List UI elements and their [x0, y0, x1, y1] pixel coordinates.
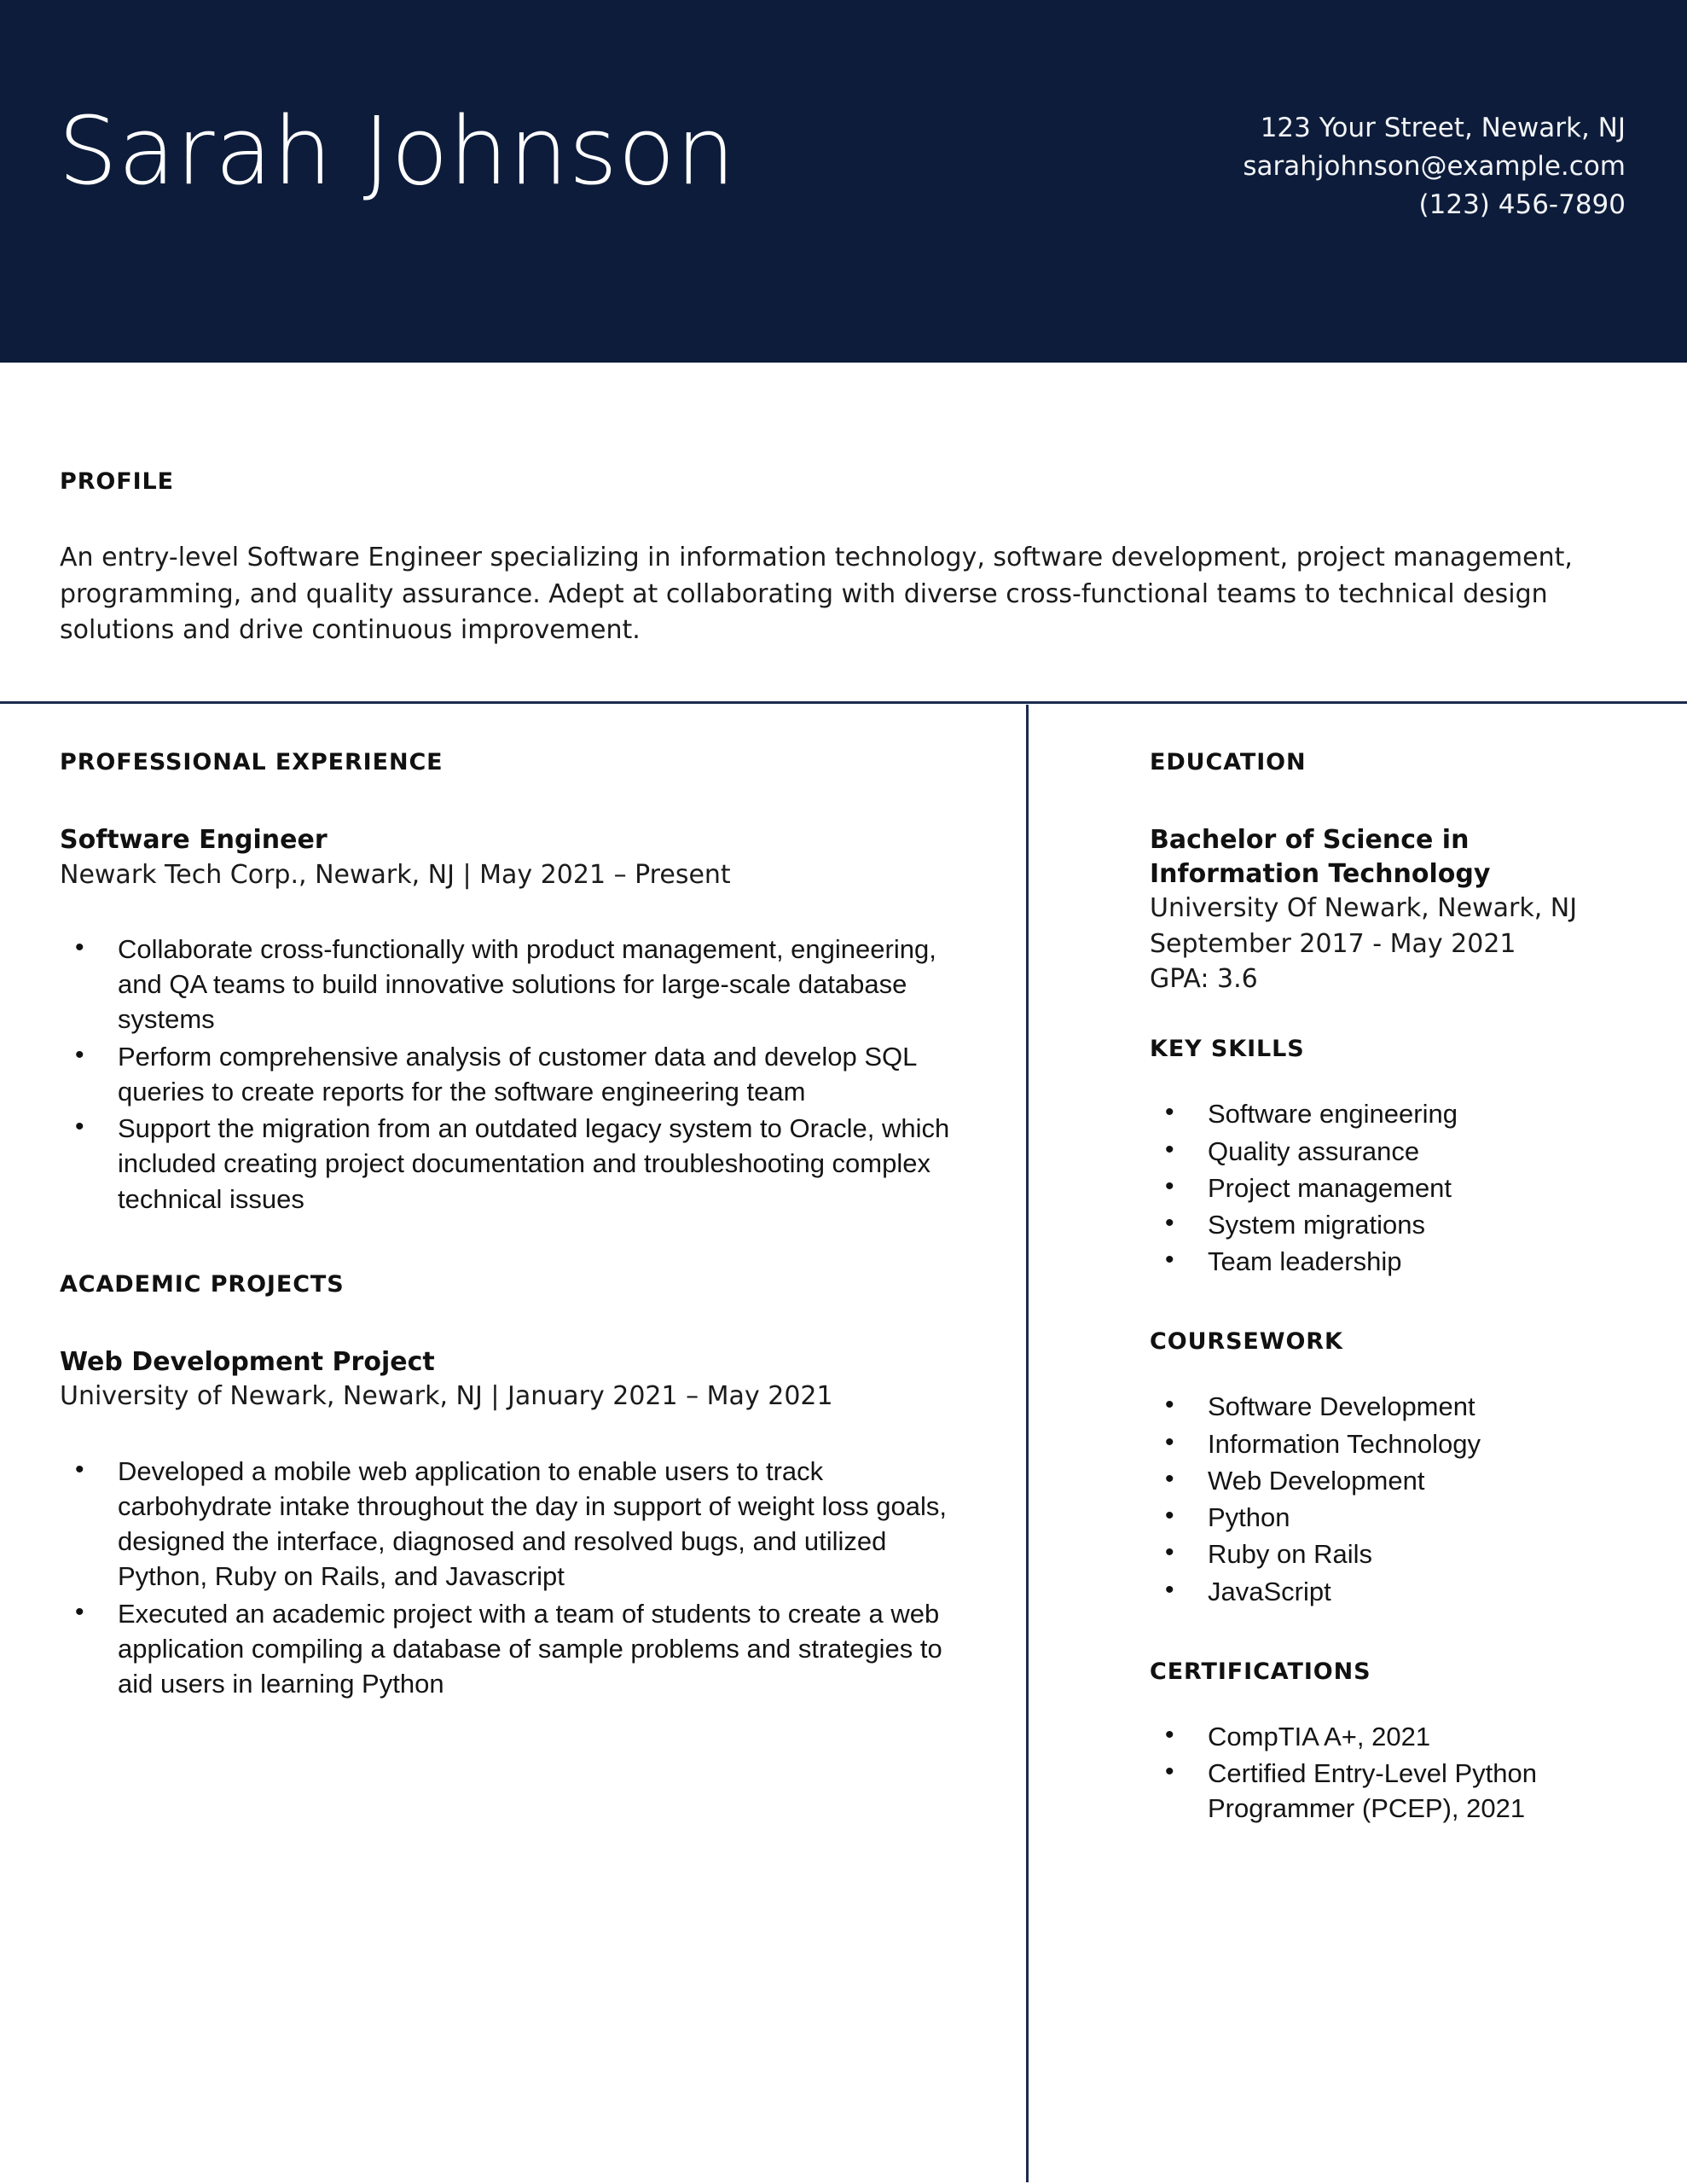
- list-item: • Support the migration from an outdated legacy system to Oracle, which included creating project documentation and troubleshooting complex technical issues: [60, 1111, 972, 1217]
- list-item: • Project management: [1150, 1170, 1627, 1205]
- profile-text: An entry-level Software Engineer specializing in information technology, software development, project management, programming, and quality assurance. Adept at collaborating with diverse cross-functional teams to technical design solutions and drive continuous improvement.: [60, 543, 1573, 646]
- vertical-column-divider: [1026, 705, 1029, 2182]
- job-title: Software Engineer: [60, 825, 328, 855]
- list-item: • Python: [1150, 1500, 1627, 1535]
- academic-projects-heading: ACADEMIC PROJECTS: [60, 1270, 345, 1298]
- coursework-section: [1150, 1328, 1627, 1608]
- list-item: • Perform comprehensive analysis of customer data and develop SQL queries to create reports for the software engineering team: [60, 1039, 972, 1109]
- left-column: [60, 749, 972, 1703]
- education-section: [1150, 749, 1627, 996]
- profile-heading: PROFILE: [60, 468, 174, 495]
- experience-bullet-list: [60, 932, 972, 1217]
- project-bullet-list: [60, 1454, 972, 1702]
- list-item: • Ruby on Rails: [1150, 1536, 1627, 1571]
- horizontal-divider: [0, 701, 1687, 704]
- list-item: • Software Development: [1150, 1389, 1627, 1424]
- list-item: • CompTIA A+, 2021: [1150, 1719, 1627, 1754]
- resume-header-band: [0, 0, 1687, 363]
- coursework-heading: COURSEWORK: [1150, 1328, 1343, 1356]
- list-item: • JavaScript: [1150, 1574, 1627, 1609]
- certifications-list: [1150, 1719, 1627, 1827]
- key-skills-section: [1150, 1036, 1627, 1279]
- coursework-list: [1150, 1389, 1627, 1608]
- project-meta: University of Newark, Newark, NJ | January 2021 – May 2021: [60, 1381, 833, 1412]
- list-item: • Software engineering: [1150, 1096, 1627, 1131]
- project-title: Web Development Project: [60, 1346, 435, 1377]
- list-item: • Quality assurance: [1150, 1134, 1627, 1169]
- job-meta: Newark Tech Corp., Newark, NJ | May 2021 – Present: [60, 859, 731, 890]
- contact-address: 123 Your Street, Newark, NJ: [1260, 113, 1626, 143]
- list-item: • Team leadership: [1150, 1244, 1627, 1279]
- contact-phone[interactable]: (123) 456-7890: [1418, 189, 1626, 220]
- list-item: • System migrations: [1150, 1207, 1627, 1242]
- contact-email[interactable]: sarahjohnson@example.com: [1243, 150, 1626, 182]
- list-item: • Collaborate cross-functionally with product management, engineering, and QA teams to build innovative solutions for large-scale database systems: [60, 932, 972, 1037]
- education-gpa: GPA: 3.6: [1150, 963, 1258, 994]
- degree-title: Bachelor of Science in Information Technology: [1150, 825, 1491, 889]
- key-skills-list: [1150, 1096, 1627, 1279]
- contact-info: [1243, 109, 1626, 224]
- certifications-heading: CERTIFICATIONS: [1150, 1658, 1371, 1685]
- list-item: • Executed an academic project with a team of students to create a web application compiling a database of sample problems and strategies to aid users in learning Python: [60, 1596, 972, 1702]
- list-item: • Certified Entry-Level Python Programmer (PCEP), 2021: [1150, 1756, 1627, 1826]
- list-item: • Information Technology: [1150, 1426, 1627, 1461]
- certifications-section: [1150, 1658, 1627, 1827]
- list-item: • Web Development: [1150, 1463, 1627, 1498]
- right-column: [1150, 749, 1627, 1827]
- list-item: • Developed a mobile web application to enable users to track carbohydrate intake throughout the day in support of weight loss goals, designed the interface, diagnosed and resolved bugs, and utilized Python, Ruby on Rails, and Javascript: [60, 1454, 972, 1594]
- education-dates: September 2017 - May 2021: [1150, 928, 1516, 959]
- professional-experience-section: [60, 749, 972, 1217]
- key-skills-heading: KEY SKILLS: [1150, 1036, 1305, 1063]
- education-heading: EDUCATION: [1150, 749, 1307, 775]
- academic-projects-section: [60, 1271, 972, 1702]
- candidate-name: Sarah Johnson: [58, 96, 736, 206]
- professional-experience-heading: PROFESSIONAL EXPERIENCE: [60, 749, 443, 775]
- school-name: University Of Newark, Newark, NJ: [1150, 893, 1578, 924]
